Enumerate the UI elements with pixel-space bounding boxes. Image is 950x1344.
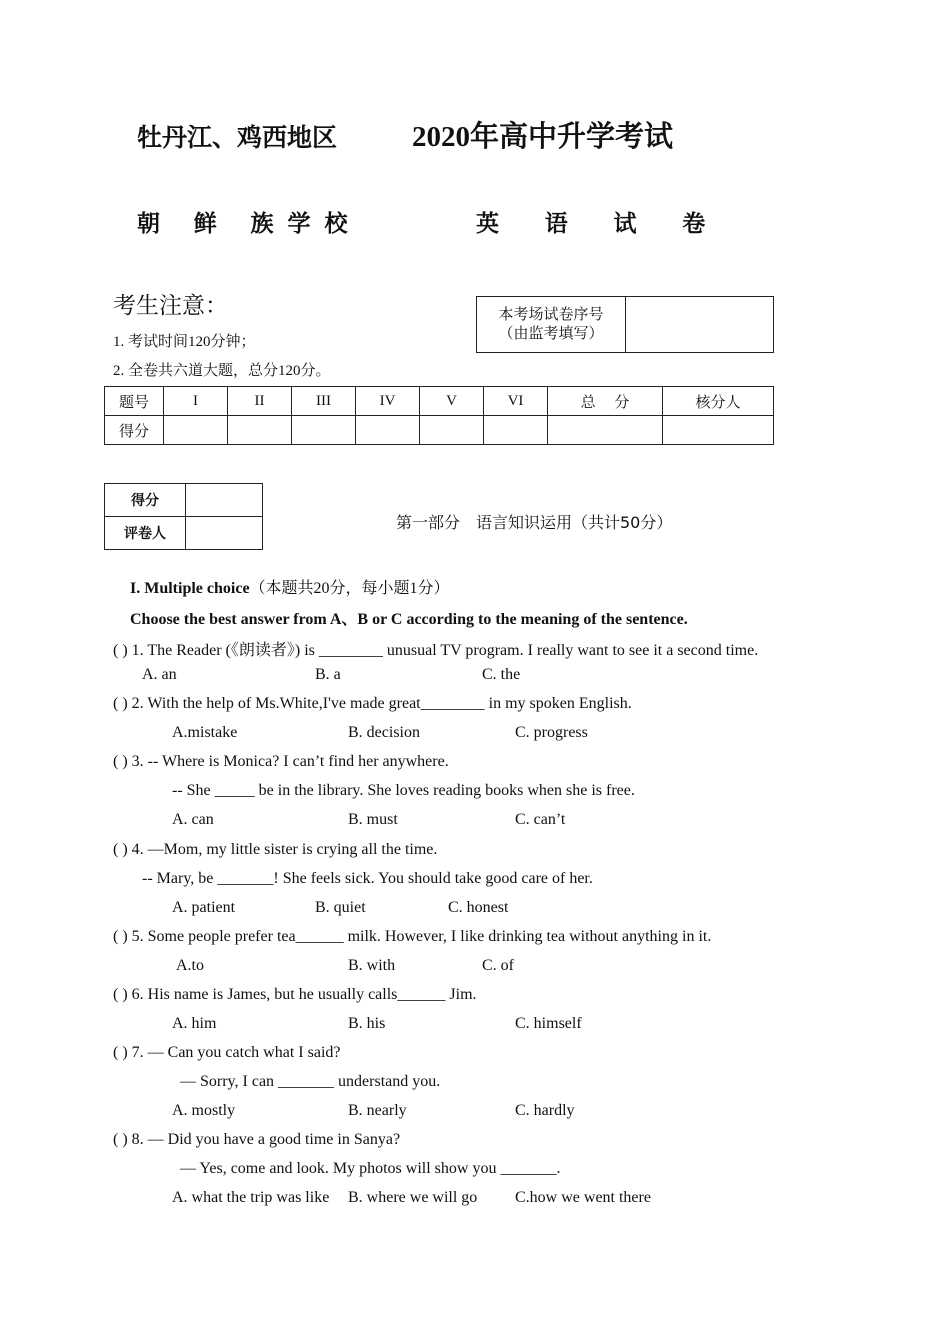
score-header: V	[420, 387, 484, 416]
option-b[interactable]: B. nearly	[348, 1102, 407, 1119]
score-cell[interactable]	[663, 416, 774, 445]
question-stem: ( ) 8. — Did you have a good time in Sanya?	[113, 1131, 401, 1148]
section-instruction: Choose the best answer from A、B or C according to the meaning of the sentence.	[130, 611, 688, 628]
option-a[interactable]: A.mistake	[172, 724, 238, 741]
question-stem: ( ) 1. The Reader (《朗读者》) is ________ unusual TV program. I really want to see it a second time.	[113, 642, 759, 659]
score-row-label: 得分	[105, 416, 164, 445]
option-c[interactable]: C. hardly	[515, 1102, 575, 1119]
notice-item-2: 2. 全卷共六道大题，总分120分。	[113, 363, 331, 379]
question-stem: ( ) 3. -- Where is Monica? I can’t find her anywhere.	[113, 753, 449, 770]
seat-number-value[interactable]	[626, 297, 774, 353]
option-a[interactable]: A. patient	[172, 899, 236, 916]
option-a[interactable]: A. him	[172, 1015, 217, 1032]
question-dialogue: -- Mary, be _______! She feels sick. You should take good care of her.	[142, 870, 593, 887]
grader-score-label: 得分	[105, 484, 186, 517]
subject-title: 英 语 试 卷	[476, 211, 726, 236]
score-header: 总 分	[548, 387, 663, 416]
grader-name-label: 评卷人	[105, 517, 186, 550]
option-c[interactable]: C. of	[482, 957, 514, 974]
score-header: III	[292, 387, 356, 416]
grader-name-cell[interactable]	[186, 517, 263, 550]
option-b[interactable]: B. where we will go	[348, 1189, 478, 1206]
question-stem: ( ) 4. —Mom, my little sister is crying all the time.	[113, 841, 438, 858]
score-header: II	[228, 387, 292, 416]
option-b[interactable]: B. with	[348, 957, 396, 974]
score-cell[interactable]	[228, 416, 292, 445]
notice-title: 考生注意：	[113, 293, 228, 319]
option-a[interactable]: A. can	[172, 811, 214, 828]
option-a[interactable]: A. what the trip was like	[172, 1189, 330, 1206]
option-c[interactable]: C. progress	[515, 724, 588, 741]
school-title: 朝 鲜 族学校	[137, 211, 362, 236]
score-header: I	[164, 387, 228, 416]
option-b[interactable]: B. decision	[348, 724, 420, 741]
question-stem: ( ) 2. With the help of Ms.White,I've made great________ in my spoken English.	[113, 695, 632, 712]
score-cell[interactable]	[420, 416, 484, 445]
question-stem: ( ) 7. — Can you catch what I said?	[113, 1044, 341, 1061]
seat-number-box	[476, 296, 774, 353]
option-b[interactable]: B. quiet	[315, 899, 366, 916]
score-cell[interactable]	[484, 416, 548, 445]
option-c[interactable]: C. can’t	[515, 811, 566, 828]
option-a[interactable]: A. mostly	[172, 1102, 236, 1119]
question-dialogue: — Sorry, I can _______ understand you.	[180, 1073, 441, 1090]
section-title: I. Multiple choice（本题共20分，每小题1分）	[130, 580, 450, 597]
option-b[interactable]: B. must	[348, 811, 398, 828]
score-cell[interactable]	[356, 416, 420, 445]
region-title: 牡丹江、鸡西地区	[137, 125, 338, 152]
option-b[interactable]: B. a	[315, 666, 341, 683]
exam-title: 2020年高中升学考试	[412, 121, 674, 153]
option-b[interactable]: B. his	[348, 1015, 386, 1032]
score-table	[104, 386, 774, 445]
seat-number-label: 本考场试卷序号 （由监考填写）	[477, 297, 626, 353]
score-cell[interactable]	[164, 416, 228, 445]
score-header: VI	[484, 387, 548, 416]
score-cell[interactable]	[292, 416, 356, 445]
part-title: 第一部分 语言知识运用（共计50分）	[396, 513, 673, 532]
question-stem: ( ) 5. Some people prefer tea______ milk. However, I like drinking tea without anything in it.	[113, 928, 712, 945]
grader-score-cell[interactable]	[186, 484, 263, 517]
option-c[interactable]: C. honest	[448, 899, 509, 916]
score-header: IV	[356, 387, 420, 416]
notice-item-1: 1. 考试时间120分钟；	[113, 334, 256, 350]
option-a[interactable]: A. an	[142, 666, 177, 683]
grader-box	[104, 483, 263, 550]
option-a[interactable]: A.to	[176, 957, 204, 974]
question-stem: ( ) 6. His name is James, but he usually calls______ Jim.	[113, 986, 477, 1003]
question-dialogue: -- She _____ be in the library. She loves reading books when she is free.	[172, 782, 635, 799]
option-c[interactable]: C. the	[482, 666, 521, 683]
option-c[interactable]: C. himself	[515, 1015, 582, 1032]
score-header: 题号	[105, 387, 164, 416]
score-header: 核分人	[663, 387, 774, 416]
question-dialogue: — Yes, come and look. My photos will show you _______.	[180, 1160, 561, 1177]
option-c[interactable]: C.how we went there	[515, 1189, 651, 1206]
score-cell[interactable]	[548, 416, 663, 445]
